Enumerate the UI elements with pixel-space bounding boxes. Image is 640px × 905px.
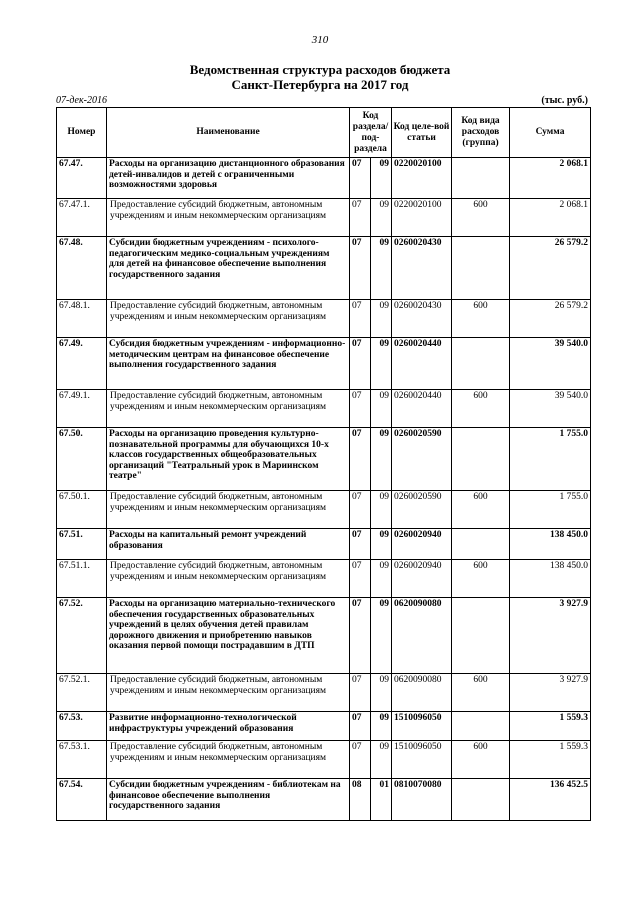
table-row [57,598,591,674]
row-number: 67.51.1. [57,560,107,598]
row-name: Предоставление субсидий бюджетным, автономным учреждениям и иным некоммерческим организациям [107,199,350,237]
row-razdel: 07 [350,390,371,428]
row-name: Субсидия бюджетным учреждениям - информационно-методическим центрам на финансовое обеспечение выполнения государственного задания [107,338,350,390]
table-row [57,712,591,741]
row-podrazdel: 09 [371,158,392,199]
row-cel-code: 0260020940 [392,529,452,560]
row-vid-code: 600 [452,199,510,237]
row-vid-code [452,529,510,560]
row-vid-code [452,598,510,674]
row-cel-code: 0260020430 [392,300,452,338]
row-podrazdel: 09 [371,529,392,560]
row-sum: 39 540.0 [510,338,591,390]
table-row [57,428,591,491]
row-podrazdel: 09 [371,237,392,300]
row-sum: 39 540.0 [510,390,591,428]
table-row [57,300,591,338]
row-sum: 1 559.3 [510,741,591,779]
row-vid-code: 600 [452,674,510,712]
row-vid-code [452,779,510,821]
row-number: 67.49.1. [57,390,107,428]
budget-table [56,107,591,821]
row-number: 67.54. [57,779,107,821]
row-sum: 136 452.5 [510,779,591,821]
row-razdel: 07 [350,237,371,300]
row-vid-code: 600 [452,560,510,598]
row-podrazdel: 09 [371,300,392,338]
table-row [57,237,591,300]
row-name: Предоставление субсидий бюджетным, автономным учреждениям и иным некоммерческим организациям [107,491,350,529]
row-vid-code [452,428,510,491]
title-line-2: Санкт-Петербурга на 2017 год [231,77,409,92]
header-name: Наименование [107,108,350,158]
row-cel-code: 0620090080 [392,598,452,674]
row-vid-code: 600 [452,741,510,779]
row-razdel: 07 [350,199,371,237]
row-podrazdel: 09 [371,741,392,779]
row-cel-code: 0620090080 [392,674,452,712]
row-name: Расходы на организацию материально-технического обеспечения государственных образовательных учреждений в целях обучения детей правилам дорожного движения и приобретению навыков оказания первой помощи пострадавшим в ДТП [107,598,350,674]
row-razdel: 07 [350,491,371,529]
row-cel-code: 0260020440 [392,338,452,390]
row-podrazdel: 09 [371,338,392,390]
row-vid-code: 600 [452,300,510,338]
row-sum: 1 755.0 [510,428,591,491]
row-podrazdel: 09 [371,712,392,741]
row-podrazdel: 09 [371,674,392,712]
row-number: 67.53.1. [57,741,107,779]
table-row [57,560,591,598]
row-name: Расходы на организацию дистанционного образования детей-инвалидов и детей с ограниченными возможностями здоровья [107,158,350,199]
row-name: Субсидии бюджетным учреждениям - библиотекам на финансовое обеспечение выполнения государственного задания [107,779,350,821]
table-row [57,741,591,779]
row-vid-code: 600 [452,491,510,529]
row-name: Расходы на капитальный ремонт учреждений образования [107,529,350,560]
row-cel-code: 0810070080 [392,779,452,821]
title-line-1: Ведомственная структура расходов бюджета [189,62,451,77]
row-number: 67.49. [57,338,107,390]
row-vid-code [452,237,510,300]
row-podrazdel: 01 [371,779,392,821]
row-razdel: 07 [350,158,371,199]
row-sum: 3 927.9 [510,674,591,712]
row-name: Предоставление субсидий бюджетным, автономным учреждениям и иным некоммерческим организациям [107,674,350,712]
row-podrazdel: 09 [371,199,392,237]
row-razdel: 07 [350,529,371,560]
row-name: Развитие информационно-технологической инфраструктуры учреждений образования [107,712,350,741]
row-vid-code [452,158,510,199]
row-podrazdel: 09 [371,491,392,529]
table-row [57,158,591,199]
row-razdel: 07 [350,338,371,390]
row-sum: 3 927.9 [510,598,591,674]
row-podrazdel: 09 [371,390,392,428]
table-row [57,529,591,560]
row-number: 67.53. [57,712,107,741]
units-label: (тыс. руб.) [541,95,588,106]
row-cel-code: 0260020590 [392,491,452,529]
row-name: Предоставление субсидий бюджетным, автономным учреждениям и иным некоммерческим организациям [107,300,350,338]
row-number: 67.48. [57,237,107,300]
row-cel-code: 0260020590 [392,428,452,491]
row-cel-code: 1510096050 [392,741,452,779]
row-razdel: 07 [350,300,371,338]
row-razdel: 07 [350,741,371,779]
document-date: 07-дек-2016 [56,95,107,106]
row-razdel: 07 [350,598,371,674]
row-number: 67.51. [57,529,107,560]
row-sum: 26 579.2 [510,300,591,338]
row-sum: 138 450.0 [510,529,591,560]
row-number: 67.52. [57,598,107,674]
row-number: 67.52.1. [57,674,107,712]
row-sum: 26 579.2 [510,237,591,300]
header-sum: Сумма [510,108,591,158]
row-name: Субсидии бюджетным учреждениям - психолого-педагогическим медико-социальным учреждениям для детей на финансовое обеспечение выполнения государственного задания [107,237,350,300]
row-number: 67.47. [57,158,107,199]
row-sum: 1 755.0 [510,491,591,529]
row-name: Предоставление субсидий бюджетным, автономным учреждениям и иным некоммерческим организациям [107,560,350,598]
header-number: Номер [57,108,107,158]
document-title [0,62,640,92]
header-razdel: Код раздела/ под-раздела [350,108,392,158]
row-razdel: 07 [350,428,371,491]
table-row [57,779,591,821]
row-cel-code: 0220020100 [392,199,452,237]
row-razdel: 07 [350,674,371,712]
row-razdel: 07 [350,712,371,741]
row-sum: 2 068.1 [510,199,591,237]
row-cel-code: 1510096050 [392,712,452,741]
row-razdel: 07 [350,560,371,598]
row-sum: 2 068.1 [510,158,591,199]
header-cel: Код целе-вой статьи [392,108,452,158]
row-number: 67.48.1. [57,300,107,338]
row-cel-code: 0260020430 [392,237,452,300]
row-sum: 1 559.3 [510,712,591,741]
table-row [57,390,591,428]
row-cel-code: 0260020940 [392,560,452,598]
row-podrazdel: 09 [371,598,392,674]
row-sum: 138 450.0 [510,560,591,598]
row-cel-code: 0260020440 [392,390,452,428]
row-podrazdel: 09 [371,560,392,598]
row-vid-code [452,712,510,741]
row-name: Предоставление субсидий бюджетным, автономным учреждениям и иным некоммерческим организациям [107,390,350,428]
row-vid-code: 600 [452,390,510,428]
row-cel-code: 0220020100 [392,158,452,199]
page-number: 310 [311,34,329,46]
table-row [57,674,591,712]
table-row [57,338,591,390]
row-number: 67.47.1. [57,199,107,237]
row-razdel: 08 [350,779,371,821]
row-podrazdel: 09 [371,428,392,491]
header-vid: Код вида расходов (группа) [452,108,510,158]
table-row [57,491,591,529]
row-name: Расходы на организацию проведения культурно-познавательной программы для обучающихся 10-х классов государственных общеобразовательных организаций "Театральный урок в Мариинском театре" [107,428,350,491]
row-vid-code [452,338,510,390]
table-row [57,199,591,237]
row-name: Предоставление субсидий бюджетным, автономным учреждениям и иным некоммерческим организациям [107,741,350,779]
row-number: 67.50. [57,428,107,491]
row-number: 67.50.1. [57,491,107,529]
